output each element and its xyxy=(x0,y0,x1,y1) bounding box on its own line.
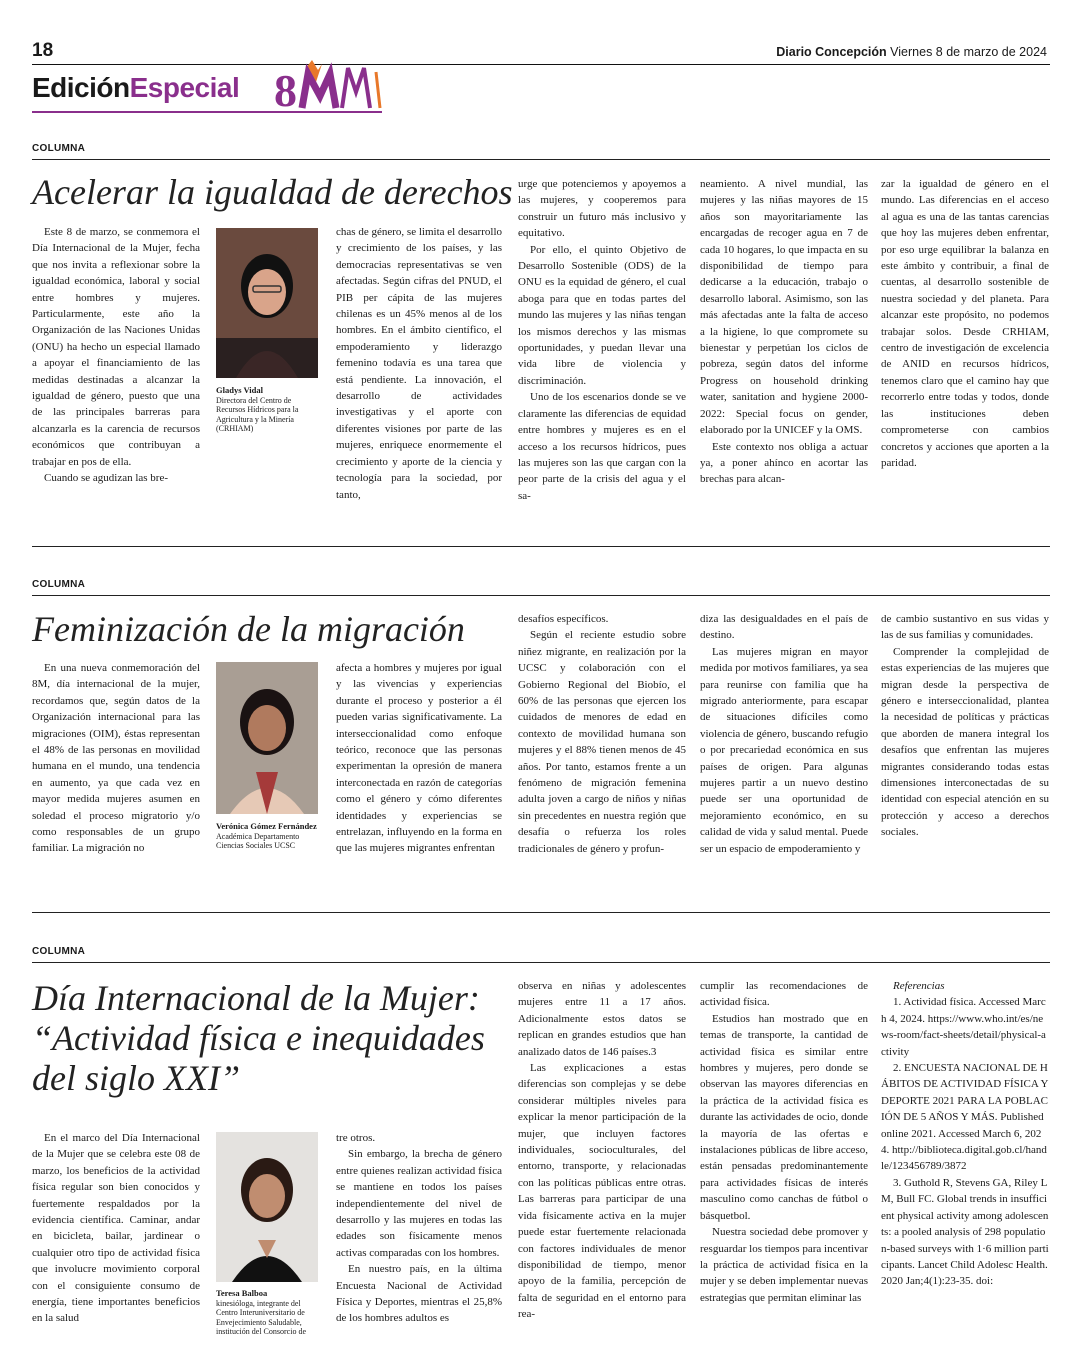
article-3-column-3 xyxy=(518,978,686,1348)
paragraph: urge que potenciemos y apoyemos a las mujeres, y cooperemos para construir un futuro más inclusivo y equitativo. xyxy=(518,178,686,240)
paragraph: En nuestro país, en la última Encuesta Nacional de Actividad Física y Deportes, mientras el 25,8% de los hombres adultos es xyxy=(336,1263,502,1325)
author-photo-1 xyxy=(216,228,318,378)
author-role: kinesióloga, integrante del Centro Interuniversitario de Envejecimiento Saludable, institución del Consorcio de xyxy=(216,1298,306,1336)
section-label-2: COLUMNA xyxy=(32,579,86,590)
article-3-column-1 xyxy=(32,1130,200,1348)
edition-title xyxy=(32,72,239,104)
paragraph: chas de género, se limita el desarrollo y crecimiento de los países, y las democracias representativas se ven afectadas. Según cifras del PNUD, el PIB per cápita de las mujeres chilenas es un 45% menos al de los hombres. En el ámbito científico, el empoderamiento y liderazgo femenino todavía es una tarea que está pendiente. La innovación, el desarrollo de actividades investigativas y el aporte con diferentes visiones por parte de las mujeres, enriquece enormemente el crecimiento y aporte de la ciencia y tecnología para la sociedad, por tanto, xyxy=(336,226,502,501)
article-title-3: Día Internacional de la Mujer: “Actividad física e inequidades del siglo XXI” xyxy=(32,978,485,1098)
edition-underline xyxy=(32,111,382,113)
paragraph: Nuestra sociedad debe promover y resguardar los tiempos para incentivar la práctica de actividad física en la mujer y se deben implementar nuevas estrategias que permitan eliminar las xyxy=(700,1226,868,1304)
edition-word-1: Edición xyxy=(32,72,130,103)
paragraph: Este 8 de marzo, se conmemora el Día Internacional de la Mujer, fecha que nos invita a reflexionar sobre la igualdad económica, laboral y social entre hombres y mujeres. Particularmente, este año la Organización de las Naciones Unidas (ONU) ha hecho un especial llamado a apoyar el financiamiento de las medidas destinadas a alcanzar la igualdad de género, puesto que una de las principales barreras para alcanzarla es la carencia de recursos económicos que contribuyan a trabajar en pos de ella. xyxy=(32,226,200,468)
paragraph: tre otros. xyxy=(336,1132,376,1144)
paragraph: En una nueva conmemoración del 8M, día internacional de la mujer, recordamos que, según datos de la Organización internacional para las migraciones (OIM), éstas representan el 48% de las personas en movilidad humana en el mundo, una tendencia en aumento, ya que cada vez en mayor medida mujeres asumen en soledad el proceso migratorio y/o como responsables de un grupo familiar. La migración no xyxy=(32,662,200,855)
author-photo-3 xyxy=(216,1132,318,1282)
article-2-column-1 xyxy=(32,660,200,900)
paragraph: Estudios han mostrado que en temas de transporte, la cantidad de actividad física es similar entre hombres y mujeres, pero donde se observan las mayores diferencias en la práctica de la actividad física es durante las actividades de ocio, donde la mayoría de las ofertas e instalaciones públicas de libre acceso, están pensadas predominantemente para actividades físicas de interés masculino como canchas de fútbol o básquetbol. xyxy=(700,1012,868,1222)
paragraph: de cambio sustantivo en sus vidas y las de sus familias y comunidades. xyxy=(881,613,1049,642)
svg-text:8: 8 xyxy=(274,65,297,114)
newspaper-dateline xyxy=(776,45,1047,59)
article-1-column-3 xyxy=(518,176,686,534)
article-1-column-2 xyxy=(336,224,502,534)
paragraph: diza las desigualdades en el país de destino. xyxy=(700,613,868,642)
newspaper-name: Diario Concepción xyxy=(776,45,887,59)
header-rule xyxy=(32,64,1050,65)
paragraph: afecta a hombres y mujeres por igual y las vivencias y experiencias durante el proceso y posterior a él pueden varias significativamente. La interseccionalidad como enfoque teórico, reconoce que las personas experimentan la opresión de manera interconectada en razón de categorías como el género y cómo diferentes identidades y experiencias se entrelazan, influyendo en la forma en que las mujeres migrantes enfrentan xyxy=(336,662,502,855)
article-title-1: Acelerar la igualdad de derechos xyxy=(32,172,513,212)
article-title-2: Feminización de la migración xyxy=(32,609,465,649)
section-rule-2 xyxy=(32,595,1050,596)
author-name: Gladys Vidal xyxy=(216,385,264,395)
paragraph: Este contexto nos obliga a actuar ya, a poner ahínco en acortar las brechas para alcan- xyxy=(700,440,868,486)
author-caption-1 xyxy=(216,386,320,434)
article-2-column-4 xyxy=(700,611,868,900)
section-rule-3 xyxy=(32,962,1050,963)
paragraph: Uno de los escenarios donde se ve claramente las diferencias de equidad entre hombres y mujeres es en el acceso a los recursos hídricos, pues las mujeres son las que cargan con la peor parte de la crisis del agua y el sa- xyxy=(518,391,686,502)
article-3-column-2 xyxy=(336,1130,502,1348)
article-1-column-5 xyxy=(881,176,1049,534)
section-label-3: COLUMNA xyxy=(32,946,86,957)
paragraph: Comprender la complejidad de estas experiencias de las mujeres que migran desde la perspectiva de género e interseccionalidad, plantea la necesidad de políticas y prácticas que aborden de manera integral los desafíos que enfrentan las mujeres migrantes considerando todas estas dimensiones interconectadas de su identidad con especial atención en su protección y acceso a derechos sociales. xyxy=(881,645,1049,839)
paragraph: Las explicaciones a estas diferencias son complejas y se debe considerar múltiples niveles para explicar la menor participación de la mujer, que incluyen factores individuales, socioculturales, del entorno, transporte, y relacionadas con las políticas públicas entre otras. Las barreras para participar de una vida físicamente activa en la mujer puede estar fuertemente relacionada con factores individuales de menor disponibilidad de tiempo, menor apoyo de la familia, percepción de falta de seguridad en el entorno para rea- xyxy=(518,1062,686,1321)
section-label-1: COLUMNA xyxy=(32,143,86,154)
article-3-column-4 xyxy=(700,978,868,1348)
reference-item: 3. Guthold R, Stevens GA, Riley LM, Bull FC. Global trends in insufficient physical activity among adolescents: a pooled analysis of 298 population-based surveys with 1·6 million participants. Lancet Child Adolesc Health. 2020 Jan;4(1):23-35. doi: xyxy=(881,1176,1049,1288)
author-caption-2 xyxy=(216,822,320,851)
article-2-column-3 xyxy=(518,611,686,900)
article-1-column-1 xyxy=(32,224,200,534)
paragraph: observa en niñas y adolescentes mujeres entre 11 a 17 años. Adicionalmente estos datos se replican en grandes estudios que han analizado datos de 146 países.3 xyxy=(518,980,686,1058)
author-photo-2 xyxy=(216,662,318,814)
article-divider-2 xyxy=(32,912,1050,913)
author-role: Académica Departamento Ciencias Sociales UCSC xyxy=(216,831,300,850)
article-2-column-5 xyxy=(881,611,1049,900)
paragraph: zar la igualdad de género en el mundo. Las diferencias en el acceso al agua es una de las tantas carencias que hoy las mujeres deben enfrentar, por eso urge equilibrar la balanza en este ámbito y contribuir, a final de cuentas, al desarrollo sostenible de nuestra sociedad y del planeta. Para alcanzar este propósito, no podemos trabajar solos. Desde CRHIAM, centro de investigación de excelencia de ANID en recursos hídricos, tenemos claro que el camino hay que recorrerlo entre todas y todos, donde las instituciones deben comprometerse con cambios concretos y acciones que aporten a la paridad. xyxy=(881,178,1049,469)
author-caption-3 xyxy=(216,1289,320,1347)
paragraph: Sin embargo, la brecha de género entre quienes realizan actividad física se mantiene en todos los países independientemente del nivel de desarrollo y las mujeres en todas las edades son físicamente menos activas comparadas con los hombres. xyxy=(336,1148,502,1259)
paragraph: En el marco del Día Internacional de la Mujer que se celebra este 08 de marzo, los beneficios de la actividad física regular son bien conocidos y fuertemente respaldados por la evidencia científica. Caminar, andar en bicicleta, bailar, jardinear o cualquier otro tipo de actividad física que involucre movimiento corporal con el consiguiente consumo de energía, tiene importantes beneficios en la salud xyxy=(32,1132,200,1325)
issue-date: Viernes 8 de marzo de 2024 xyxy=(890,45,1047,59)
author-name: Verónica Gómez Fernández xyxy=(216,821,317,831)
reference-item: 1. Actividad física. Accessed March 4, 2024. https://www.who.int/es/news-room/fact-sheets/detail/physical-activity xyxy=(881,996,1046,1058)
article-divider-1 xyxy=(32,546,1050,547)
references-heading: Referencias xyxy=(893,980,945,992)
section-rule-1 xyxy=(32,159,1050,160)
paragraph: cumplir las recomendaciones de actividad física. xyxy=(700,980,868,1009)
paragraph: Las mujeres migran en mayor medida por motivos familiares, ya sea para reunirse con familia que ha migrado anteriormente, para escapar de situaciones difíciles como violencia de género, buscando refugio o por precariedad económica en sus países de origen. Para algunas mujeres partir a un nuevo destino puede ser una oportunidad de mejoramiento económico, en su calidad de vida y salud mental. Puede ser un espacio de empoderamiento y xyxy=(700,645,868,855)
article-2-column-2 xyxy=(336,660,502,900)
8m-logo xyxy=(272,52,384,114)
edition-word-2: Especial xyxy=(129,72,240,103)
author-role: Directora del Centro de Recursos Hídricos para la Agricultura y la Minería (CRHIAM) xyxy=(216,395,299,433)
article-3-references xyxy=(881,978,1049,1348)
article-1-column-4 xyxy=(700,176,868,534)
paragraph: Por ello, el quinto Objetivo de Desarrollo Sostenible (ODS) de la ONU es la equidad de género, el cual aboga para que en todas partes del mundo las mujeres y las niñas tengan los mismos derechos y las mismas oportunidades, y puedan llevar una vida libre de violencia y discriminación. xyxy=(518,243,686,387)
page-number: 18 xyxy=(32,40,54,61)
paragraph: Según el reciente estudio sobre niñez migrante, en realización por la UCSC y colaboración con el Gobierno Regional del Biobío, el 60% de las personas que ejercen los cuidados de menores de edad en contexto de movilidad humana son mujeres y el 88% tienen menos de 45 años. Por tanto, estamos frente a un fenómeno de migración femenina adulta joven a cargo de niños y niñas sin precedentes en nuestra región que desafía o refuerza los roles tradicionales de género y profun- xyxy=(518,629,686,855)
reference-item: 2. ENCUESTA NACIONAL DE HÁBITOS DE ACTIVIDAD FÍSICA Y DEPORTE 2021 PARA LA POBLACIÓN DE 5 AÑOS Y MÁS. Published online 2021. Accessed March 6, 2024. http://biblioteca.digital.gob.cl/handle/123456789/3872 xyxy=(881,1062,1049,1173)
paragraph: Cuando se agudizan las bre- xyxy=(44,472,169,485)
paragraph: desafíos específicos. xyxy=(518,613,609,625)
author-name: Teresa Balboa xyxy=(216,1289,268,1298)
paragraph: neamiento. A nivel mundial, las mujeres y las niñas mayores de 15 años son mayoritariamente las encargadas de recoger agua en 7 de cada 10 hogares, lo que impacta en su disponibilidad de tiempo para dedicarse a la educación, trabajo o desarrollo laboral. Asimismo, son las más afectadas ante la falta de acceso a la higiene, lo que compromete su bienestar y perpetúan los ciclos de pobreza, según datos del informe Progress on household drinking water, sanitation and hygiene 2000-2022: Special focus on gender, elaborado por la UNICEF y la OMS. xyxy=(700,178,868,437)
